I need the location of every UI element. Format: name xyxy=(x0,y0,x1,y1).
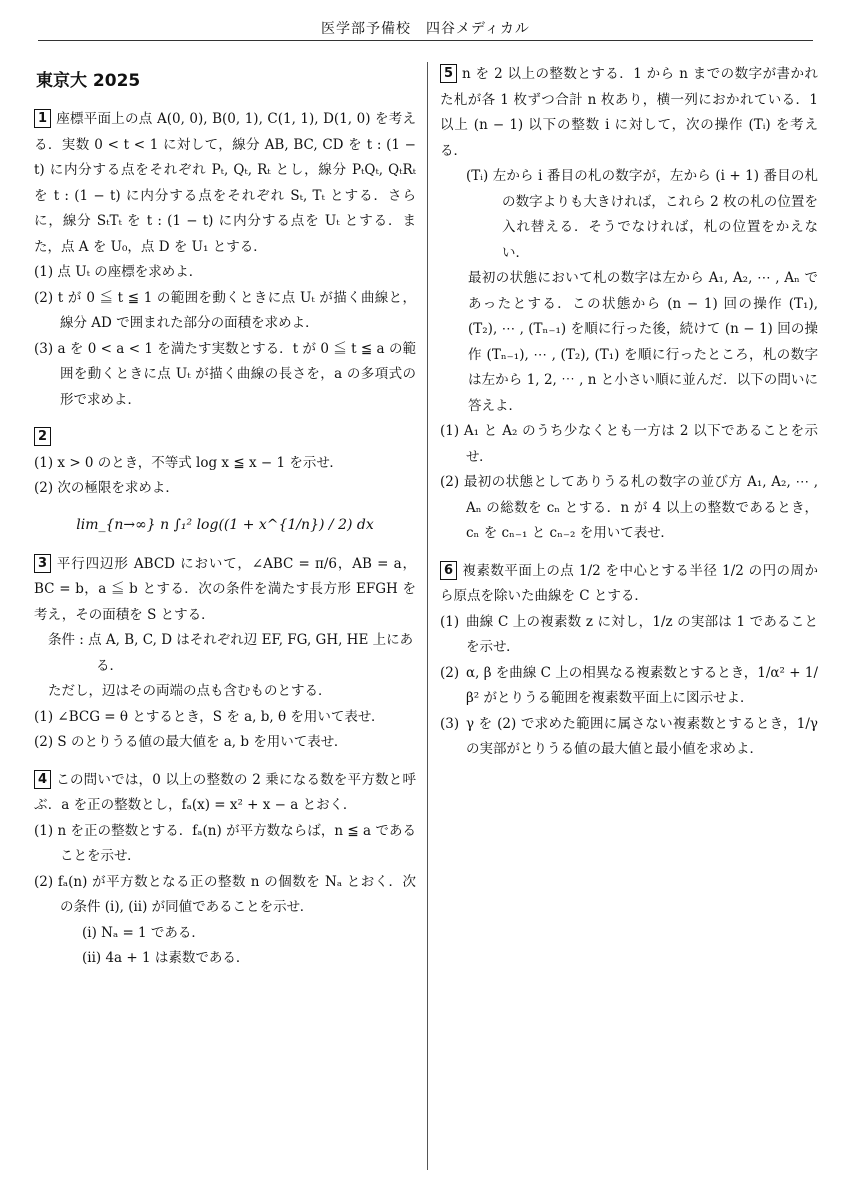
question-text: 曲線 C 上の複素数 z に対し，1/z の実部は 1 であることを示せ． xyxy=(466,613,818,655)
problem-5-intro: n を 2 以上の整数とする．1 から n までの数字が書かれた札が各 1 枚ずつ合計 n 枚あり，横一列におかれている．1 以上 (n − 1) 以下の整数 i に対して，次の操作 (Tᵢ) を考える． xyxy=(440,66,818,159)
problem-number: 2 xyxy=(34,427,51,446)
problem-5-q1: (1) A₁ と A₂ のうち少なくとも一方は 2 以下であることを示せ． xyxy=(440,423,818,465)
problem-4 xyxy=(34,768,416,972)
problem-number: 6 xyxy=(440,561,457,580)
problem-2-q2: (2) 次の極限を求めよ． xyxy=(34,480,179,496)
problem-2-q1: (1) x > 0 のとき，不等式 log x ≦ x − 1 を示せ． xyxy=(34,454,343,471)
column-divider xyxy=(427,62,428,1170)
problem-3-intro: 平行四辺形 ABCD において，∠ABC = π/6，AB = a，BC = b，a ≦ b とする．次の条件を満たす長方形 EFGH を考え，その面積を S とする． xyxy=(34,555,416,623)
problem-3 xyxy=(34,552,416,756)
problem-4-q1: (1) n を正の整数とする．fₐ(n) が平方数ならば，n ≦ a であることを示せ． xyxy=(34,822,416,864)
problem-1-q1: (1) 点 Uₜ の座標を求めよ． xyxy=(34,264,203,280)
right-column xyxy=(440,62,818,775)
problem-4-cond-ii: (ii) 4a + 1 は素数である． xyxy=(82,950,250,966)
question-label: (2) xyxy=(440,664,460,681)
problem-1-intro: 座標平面上の点 A(0, 0), B(0, 1), C(1, 1), D(1, 0) を考える．実数 0 < t < 1 に対して，線分 AB, BC, CD を t : (1 − t) に内分する点をそれぞれ Pₜ, Qₜ, Rₜ とし，線分 PₜQₜ, QₜRₜ を t : (1 − t) に内分する点をそれぞれ Sₜ, Tₜ とする．さらに，線分 SₜTₜ を t : (1 − t) に内分する点を Uₜ とする．また，点 A を U₀，点 D を U₁ とする． xyxy=(34,111,416,255)
left-column xyxy=(34,62,416,984)
problem-number: 3 xyxy=(34,554,51,573)
problem-3-q1: (1) ∠BCG = θ とするとき，S を a, b, θ を用いて表せ． xyxy=(34,708,385,725)
problem-1 xyxy=(34,107,416,413)
problem-5-operation: (Tᵢ) 左から i 番目の札の数字が，左から (i + 1) 番目の札の数字よりも大きければ，これら 2 枚の札の位置を入れ替える．そうでなければ，札の位置をかえない． xyxy=(466,168,818,261)
problem-3-condition: 条件 : 点 A, B, C, D はそれぞれ辺 EF, FG, GH, HE 上にある． xyxy=(48,632,414,674)
question-text: α, β を曲線 C 上の相異なる複素数とするとき，1/α² + 1/β² がとりうる範囲を複素数平面上に図示せよ． xyxy=(466,664,818,706)
problem-number: 4 xyxy=(34,770,51,789)
problem-4-intro: この問いでは，0 以上の整数の 2 乗になる数を平方数と呼ぶ．a を正の整数とし，fₐ(x) = x² + x − a とおく． xyxy=(34,771,416,813)
problem-6-intro: 複素数平面上の点 1/2 を中心とする半径 1/2 の円の周から原点を除いた曲線を C とする． xyxy=(440,562,818,604)
problem-5 xyxy=(440,62,818,547)
exam-title: 東京大 2025 xyxy=(36,71,141,91)
problem-6-q2 xyxy=(440,661,818,712)
problem-1-q2: (2) t が 0 ≦ t ≦ 1 の範囲を動くときに点 Uₜ が描く曲線と，線分 AD で囲まれた部分の面積を求めよ． xyxy=(34,289,416,331)
problem-3-q2: (2) S のとりうる値の最大値を a, b を用いて表せ． xyxy=(34,734,348,750)
problem-6 xyxy=(440,559,818,763)
problem-number: 5 xyxy=(440,64,457,83)
problem-3-note: ただし，辺はその両端の点も含むものとする． xyxy=(48,683,332,699)
header-rule xyxy=(38,40,813,41)
problem-4-cond-i: (i) Nₐ = 1 である． xyxy=(82,924,205,941)
problem-6-q3 xyxy=(440,712,818,763)
limit-formula: lim_{n→∞} n ∫₁² log((1 + x^{1/n}) / 2) dx xyxy=(76,516,374,533)
problem-6-q1 xyxy=(440,610,818,661)
problem-1-q3: (3) a を 0 < a < 1 を満たす実数とする．t が 0 ≦ t ≦ a の範囲を動くときに点 Uₜ が描く曲線の長さを，a の多項式の形で求めよ． xyxy=(34,340,416,408)
problem-number: 1 xyxy=(34,109,51,128)
problem-5-q2: (2) 最初の状態としてありうる札の数字の並び方 A₁, A₂, ⋯ , Aₙ の総数を cₙ とする．n が 4 以上の整数であるとき，cₙ を cₙ₋₁ と cₙ₋₂ を用いて表せ． xyxy=(440,474,818,541)
question-label: (3) xyxy=(440,715,460,732)
problem-4-q2: (2) fₐ(n) が平方数となる正の整数 n の個数を Nₐ とおく．次の条件 (i), (ii) が同値であることを示せ． xyxy=(34,873,416,915)
question-text: γ を (2) で求めた範囲に属さない複素数とするとき，1/γ の実部がとりうる値の最大値と最小値を求めよ． xyxy=(466,715,818,757)
page-header: 医学部予備校 四谷メディカル xyxy=(321,21,530,37)
question-label: (1) xyxy=(440,613,460,630)
problem-5-body: 最初の状態において札の数字は左から A₁, A₂, ⋯ , Aₙ であったとする．この状態から (n − 1) 回の操作 (T₁), (T₂), ⋯ , (Tₙ₋₁) を順に行った後，続けて (n − 1) 回の操作 (Tₙ₋₁), ⋯ , (T₂), (T₁) を順に行ったところ，札の数字は左から 1, 2, ⋯ , n と小さい順に並んだ．以下の問いに答えよ． xyxy=(468,270,818,414)
problem-2 xyxy=(34,425,416,540)
